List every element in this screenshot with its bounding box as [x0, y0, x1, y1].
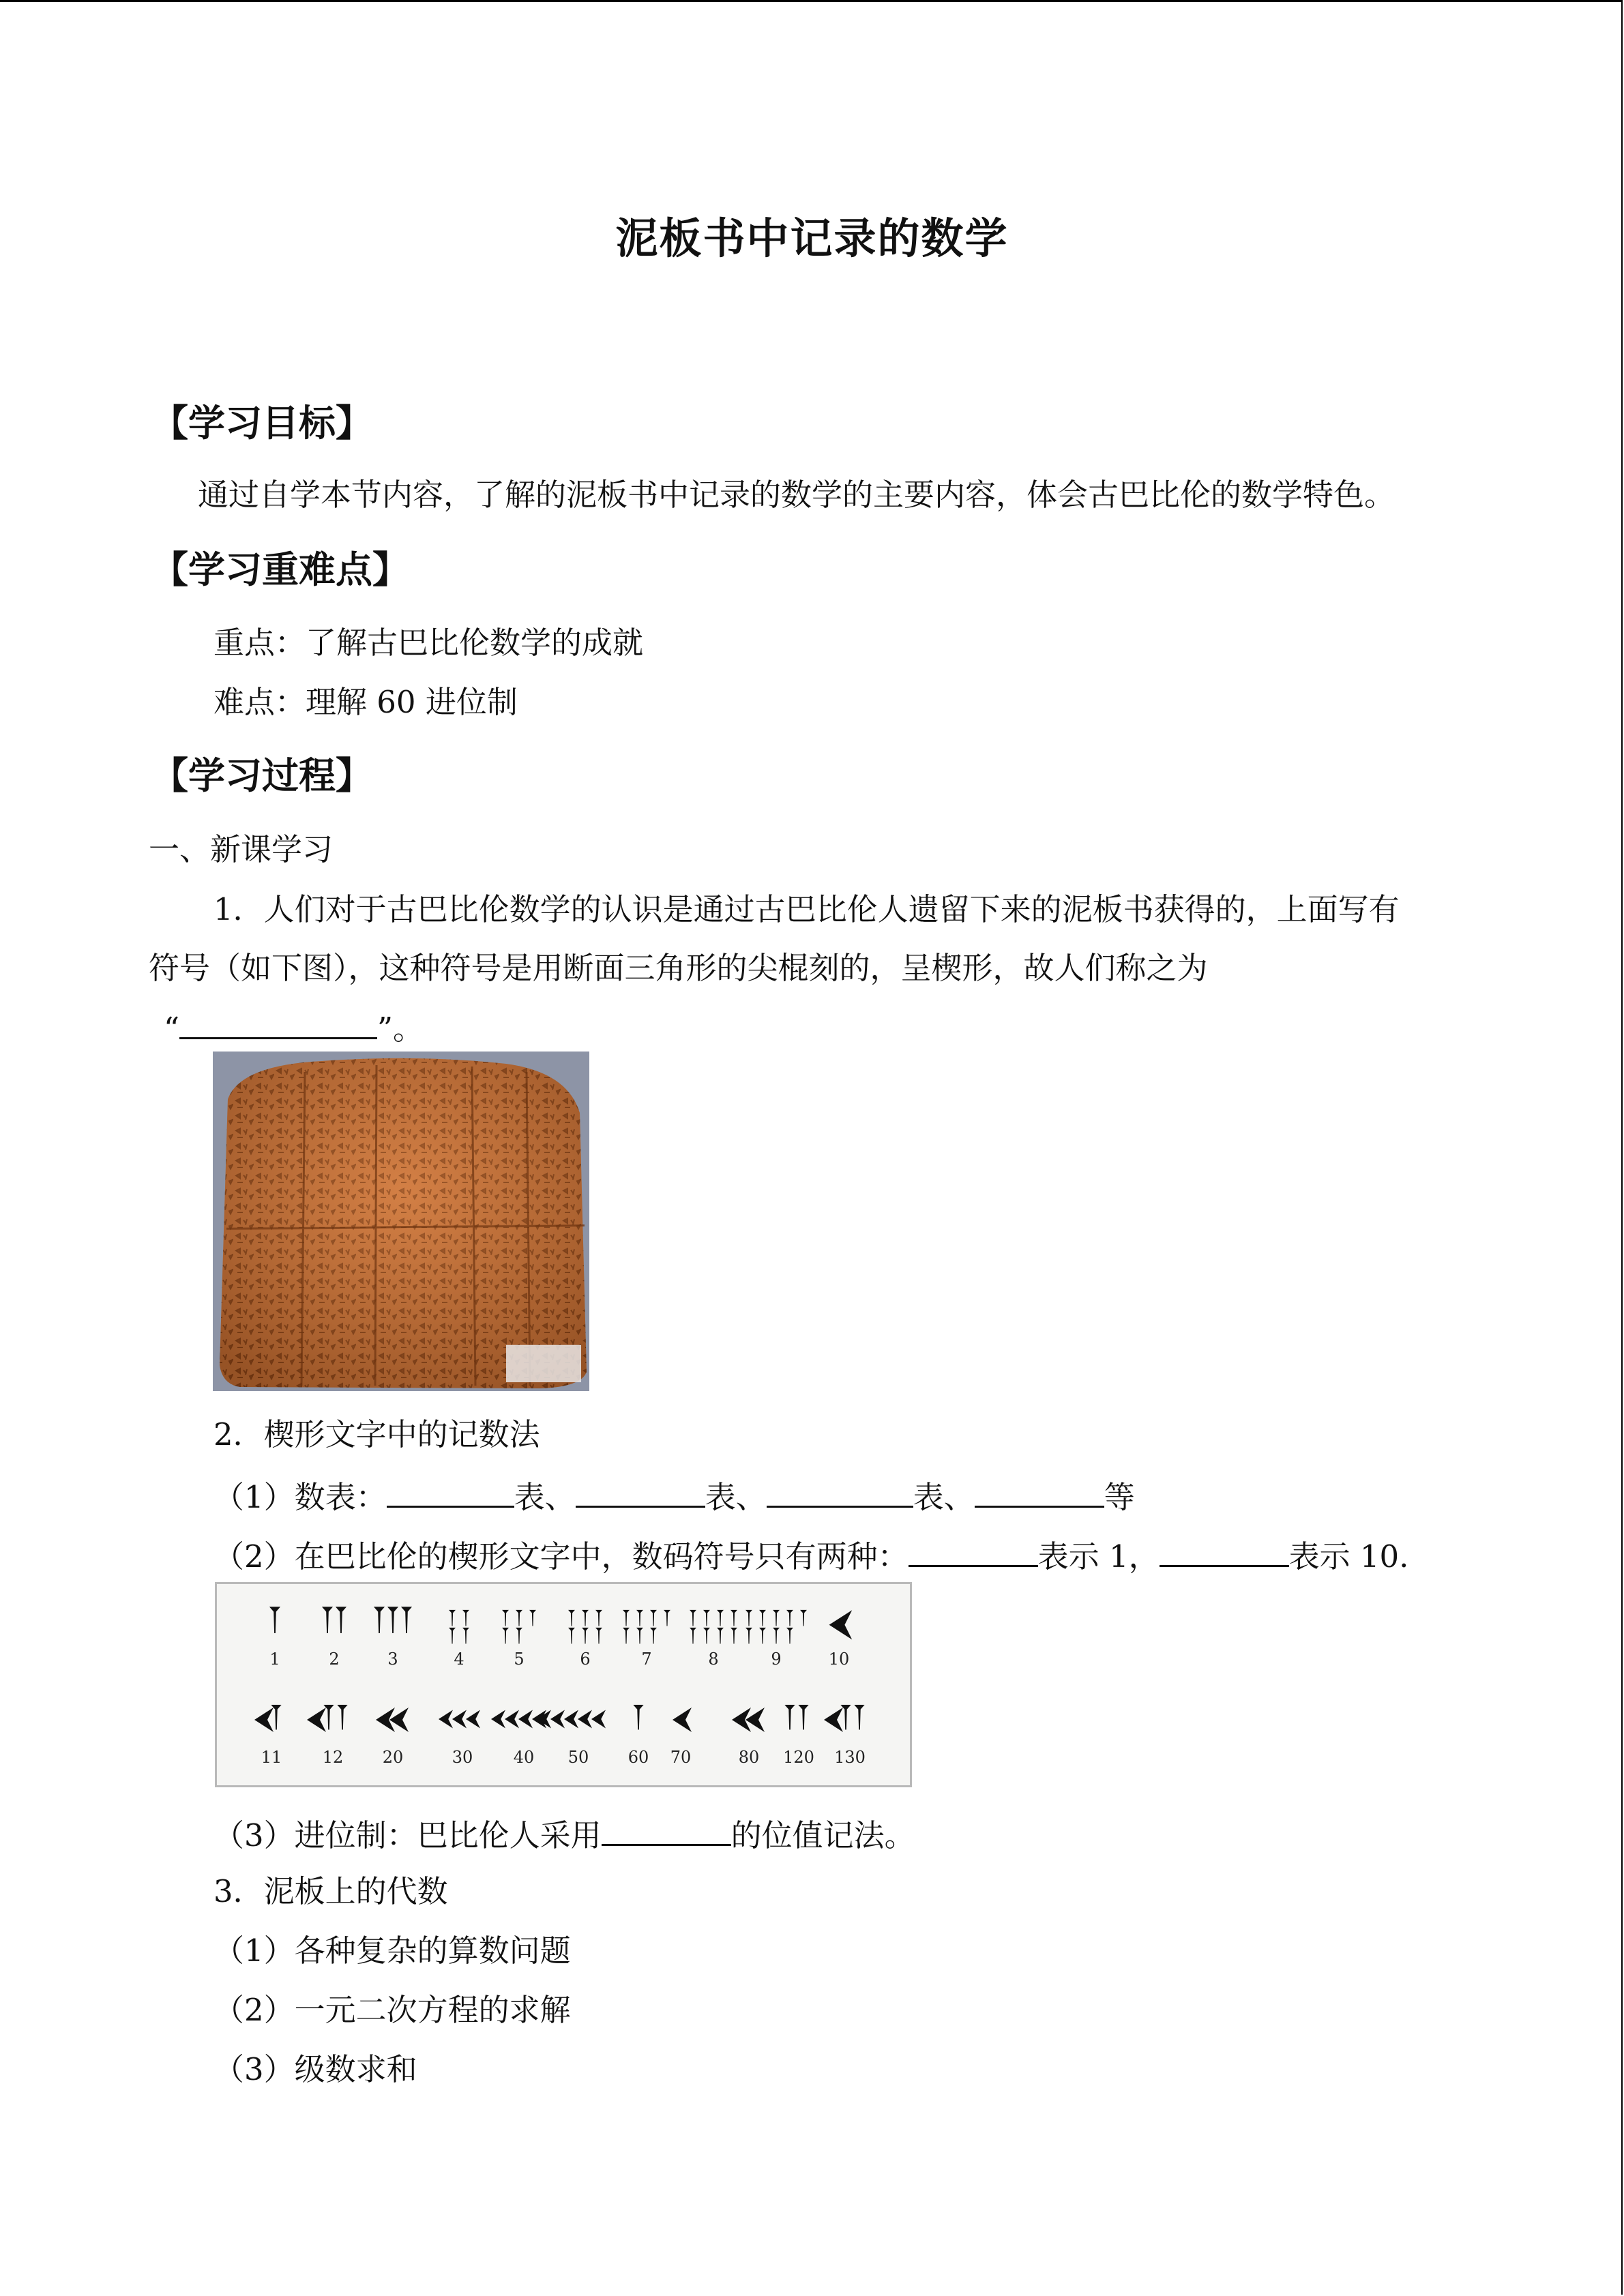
cuneiform-chevron — [307, 1708, 326, 1732]
numeral-label: 40 — [513, 1748, 535, 1767]
cuneiform-wedge — [595, 1610, 602, 1626]
cuneiform-wedge — [636, 1628, 643, 1644]
numeral-label: 5 — [514, 1650, 525, 1669]
key-point: 重点：了解古巴比伦数学的成就 — [213, 625, 644, 661]
cuneiform-wedge — [854, 1705, 864, 1730]
blank-symbol-one[interactable] — [909, 1538, 1038, 1567]
fill-blank[interactable] — [179, 1010, 377, 1039]
cuneiform-wedge — [449, 1628, 456, 1644]
page-title: 泥板书中记录的数学 — [615, 213, 1009, 263]
cuneiform-chevron — [505, 1710, 519, 1729]
numeral-label: 130 — [834, 1748, 866, 1767]
blank-base-system[interactable] — [602, 1817, 731, 1846]
cuneiform-wedge — [401, 1607, 412, 1633]
cuneiform-wedge — [269, 1607, 280, 1633]
cuneiform-wedge — [745, 1610, 752, 1626]
cuneiform-wedge — [636, 1610, 643, 1626]
quote-open: “ — [164, 1011, 180, 1047]
key-difficulty-heading: 【学习重难点】 — [151, 548, 409, 591]
cuneiform-wedge — [449, 1610, 456, 1626]
cuneiform-wedge — [595, 1628, 602, 1644]
cuneiform-wedge — [650, 1610, 657, 1626]
cuneiform-chevron — [591, 1710, 606, 1729]
difficult-point: 难点：理解 60 进位制 — [213, 684, 518, 720]
cuneiform-chevron — [550, 1710, 565, 1729]
cuneiform-wedge — [336, 1607, 346, 1633]
objectives-text: 通过自学本节内容，了解的泥板书中记录的数学的主要内容，体会古巴比伦的数学特色。 — [198, 477, 1396, 513]
item2-1-prefix: （1）数表： — [213, 1479, 387, 1515]
item2-2 — [213, 1538, 1409, 1575]
cuneiform-wedge — [786, 1610, 793, 1626]
cuneiform-numerals-image — [215, 1582, 912, 1787]
item2-3-prefix: （3）进位制：巴比伦人采用 — [213, 1817, 602, 1853]
cuneiform-wedge — [623, 1610, 630, 1626]
cuneiform-chevron — [564, 1710, 578, 1729]
cuneiform-wedge — [717, 1628, 724, 1644]
item2-3 — [213, 1817, 915, 1851]
cuneiform-chevron — [518, 1710, 533, 1729]
item3-3: （3）级数求和 — [213, 2051, 417, 2087]
cuneiform-chevron — [452, 1710, 467, 1729]
item2-2-prefix: （2）在巴比伦的楔形文字中，数码符号只有两种： — [213, 1538, 909, 1575]
cuneiform-wedge — [374, 1607, 385, 1633]
cuneiform-wedge — [703, 1610, 710, 1626]
objectives-heading: 【学习目标】 — [151, 402, 372, 445]
numeral-label: 9 — [771, 1650, 782, 1669]
cuneiform-wedge — [786, 1628, 793, 1644]
cuneiform-wedge — [664, 1610, 670, 1626]
numeral-label: 120 — [783, 1748, 814, 1767]
cuneiform-wedge — [800, 1610, 807, 1626]
quote-close: ”。 — [377, 1011, 424, 1047]
cuneiform-wedge — [462, 1628, 469, 1644]
cuneiform-chevron — [254, 1708, 274, 1732]
cuneiform-chevron — [824, 1708, 843, 1732]
cuneiform-wedge — [730, 1610, 737, 1626]
blank-symbol-ten[interactable] — [1160, 1538, 1289, 1567]
numeral-label: 6 — [580, 1650, 591, 1669]
cuneiform-chevron — [578, 1710, 592, 1729]
cuneiform-wedge — [633, 1705, 643, 1730]
numeral-label: 60 — [628, 1748, 649, 1767]
cuneiform-chevron — [829, 1610, 853, 1639]
cuneiform-wedge — [337, 1705, 347, 1730]
numeral-label: 80 — [738, 1748, 760, 1767]
numeral-label: 1 — [269, 1650, 280, 1669]
numeral-label: 30 — [452, 1748, 473, 1767]
cuneiform-wedge — [759, 1610, 766, 1626]
cuneiform-chevron — [673, 1708, 692, 1732]
table-word-1: 表、 — [514, 1479, 576, 1515]
cuneiform-chevron — [491, 1710, 505, 1729]
item1-line2: 符号（如下图），这种符号是用断面三角形的尖棍刻的，呈楔形，故人们称之为 — [149, 950, 1208, 986]
item3-label: 3．泥板上的代数 — [213, 1873, 448, 1909]
item2-1 — [213, 1478, 1135, 1515]
cuneiform-wedge — [502, 1610, 509, 1626]
cuneiform-wedge — [568, 1628, 575, 1644]
item3-2: （2）一元二次方程的求解 — [213, 1992, 571, 2028]
numeral-label: 10 — [828, 1650, 850, 1669]
blank-table-2[interactable] — [576, 1478, 705, 1508]
process-heading: 【学习过程】 — [151, 754, 372, 797]
cuneiform-wedge — [322, 1607, 333, 1633]
numeral-label: 20 — [382, 1748, 404, 1767]
item3-1: （1）各种复杂的算数问题 — [213, 1933, 571, 1969]
cuneiform-wedge — [516, 1610, 522, 1626]
numeral-label: 50 — [567, 1748, 589, 1767]
table-word-2: 表、 — [705, 1479, 767, 1515]
cuneiform-wedge — [516, 1628, 522, 1644]
cuneiform-wedge — [568, 1610, 575, 1626]
cuneiform-wedge — [759, 1628, 766, 1644]
blank-table-1[interactable] — [387, 1478, 514, 1508]
cuneiform-wedge — [623, 1628, 630, 1644]
numeral-label: 3 — [387, 1650, 398, 1669]
cuneiform-wedge — [703, 1628, 710, 1644]
blank-table-3[interactable] — [767, 1478, 913, 1508]
cuneiform-wedge — [650, 1628, 657, 1644]
numeral-label: 7 — [641, 1650, 652, 1669]
numeral-label: 12 — [322, 1748, 344, 1767]
numeral-label: 11 — [261, 1748, 282, 1767]
clay-tablet-image — [213, 1052, 589, 1391]
cuneiform-wedge — [690, 1628, 696, 1644]
cuneiform-chevron — [439, 1710, 453, 1729]
item1-line1: 1．人们对于古巴比伦数学的认识是通过古巴比伦人遗留下来的泥板书获得的，上面写有 — [213, 891, 1400, 927]
cuneiform-wedge — [784, 1705, 795, 1730]
table-word-3: 表、 — [913, 1479, 975, 1515]
numeral-label: 70 — [670, 1748, 692, 1767]
numeral-label: 2 — [329, 1650, 340, 1669]
cuneiform-wedge — [529, 1610, 536, 1626]
cuneiform-wedge — [730, 1628, 737, 1644]
item2-3-suffix: 的位值记法。 — [730, 1817, 915, 1853]
part1-label: 一、新课学习 — [149, 831, 334, 867]
cuneiform-wedge — [717, 1610, 724, 1626]
cuneiform-wedge — [773, 1628, 780, 1644]
cuneiform-wedge — [773, 1610, 780, 1626]
item2-label: 2．楔形文字中的记数法 — [213, 1416, 540, 1452]
cuneiform-wedge — [745, 1628, 752, 1644]
cuneiform-wedge — [798, 1705, 808, 1730]
item1-line3 — [164, 1010, 424, 1047]
cuneiform-wedge — [690, 1610, 696, 1626]
cuneiform-wedge — [462, 1610, 469, 1626]
cuneiform-chevron — [466, 1710, 480, 1729]
cuneiform-wedge — [582, 1628, 589, 1644]
blank-table-4[interactable] — [975, 1478, 1104, 1508]
cuneiform-wedge — [582, 1610, 589, 1626]
item2-1-end: 等 — [1104, 1479, 1135, 1515]
item2-2-end: 表示 10. — [1288, 1538, 1409, 1575]
cuneiform-wedge — [502, 1628, 509, 1644]
cuneiform-wedge — [387, 1607, 398, 1633]
numeral-label: 8 — [708, 1650, 719, 1669]
item2-2-mid: 表示 1， — [1037, 1538, 1160, 1575]
numeral-label: 4 — [454, 1650, 464, 1669]
